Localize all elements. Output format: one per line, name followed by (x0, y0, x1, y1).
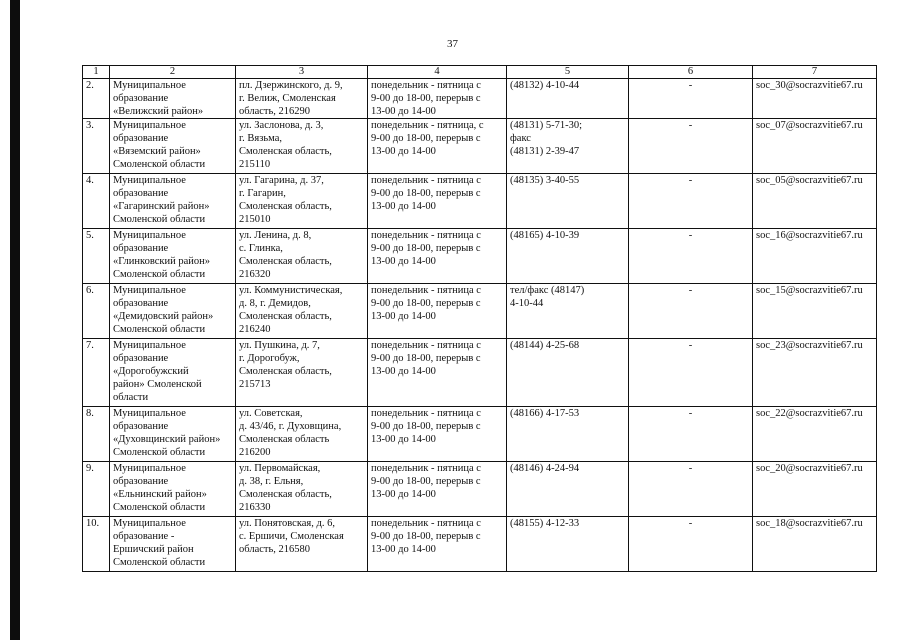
municipality-name-line: Смоленской области (113, 447, 206, 458)
row-number: 4. (83, 174, 110, 229)
table-row (83, 119, 877, 174)
phone (507, 517, 629, 572)
working-hours-line: понедельник - пятница с (371, 340, 481, 351)
table-row (83, 407, 877, 462)
table-header-row (83, 66, 877, 79)
page-number: 37 (447, 38, 458, 50)
working-hours-line: 9-00 до 18-00, перерыв с (371, 93, 481, 104)
working-hours-line: понедельник - пятница с (371, 230, 481, 241)
table-row (83, 79, 877, 119)
row-number: 2. (83, 79, 110, 119)
phone-line: (48166) 4-17-53 (510, 408, 580, 419)
phone-line: тел/факс (48147) (510, 285, 585, 296)
address-line: г. Вязьма, (239, 133, 282, 144)
table-row (83, 339, 877, 407)
working-hours-line: 13-00 до 14-00 (371, 434, 436, 445)
municipality-name (110, 79, 236, 119)
address-line: г. Гагарин, (239, 188, 286, 199)
column-header: 2 (110, 66, 236, 79)
municipality-name-line: Смоленской области (113, 502, 206, 513)
municipality-name-line: Смоленской области (113, 214, 206, 225)
working-hours (368, 284, 507, 339)
address-line: 215713 (239, 379, 271, 390)
phone (507, 79, 629, 119)
row-number: 10. (83, 517, 110, 572)
municipality-name-line: образование (113, 188, 169, 199)
municipality-name-line: «Велижский район» (113, 106, 204, 117)
address (236, 119, 368, 174)
address (236, 174, 368, 229)
address-line: 216240 (239, 324, 271, 335)
phone-line: (48131) 5-71-30; (510, 120, 583, 131)
working-hours-line: 13-00 до 14-00 (371, 366, 436, 377)
address-line: Смоленская область, (239, 311, 332, 322)
address-line: ул. Заслонова, д. 3, (239, 120, 324, 131)
municipality-name-line: «Духовщинский район» (113, 434, 221, 445)
phone-line: 4-10-44 (510, 298, 544, 309)
column-header: 3 (236, 66, 368, 79)
phone-line: (48135) 3-40-55 (510, 175, 580, 186)
address (236, 229, 368, 284)
municipality-name-line: Муниципальное (113, 80, 186, 91)
working-hours-line: 9-00 до 18-00, перерыв с (371, 298, 481, 309)
municipality-name-line: Муниципальное (113, 408, 186, 419)
address-line: 215110 (239, 159, 271, 170)
table-row (83, 284, 877, 339)
fax-placeholder: - (629, 79, 753, 119)
municipality-name-line: образование (113, 421, 169, 432)
municipality-name-line: Смоленской области (113, 269, 206, 280)
municipality-name (110, 407, 236, 462)
fax-placeholder: - (629, 517, 753, 572)
working-hours-line: понедельник - пятница с (371, 80, 481, 91)
municipality-name (110, 462, 236, 517)
municipality-name-line: Муниципальное (113, 230, 186, 241)
working-hours-line: понедельник - пятница, с (371, 120, 484, 131)
address-line: Смоленская область, (239, 146, 332, 157)
row-number: 3. (83, 119, 110, 174)
row-number: 5. (83, 229, 110, 284)
contacts-table (82, 65, 877, 572)
address (236, 517, 368, 572)
fax-placeholder: - (629, 407, 753, 462)
address-line: д. 8, г. Демидов, (239, 298, 311, 309)
municipality-name-line: образование (113, 243, 169, 254)
municipality-name-line: Муниципальное (113, 463, 186, 474)
phone (507, 174, 629, 229)
address-line: область, 216580 (239, 544, 311, 555)
address-line: Смоленская область (239, 434, 330, 445)
municipality-name (110, 229, 236, 284)
column-header: 6 (629, 66, 753, 79)
address-line: ул. Понятовская, д. 6, (239, 518, 335, 529)
working-hours-line: 9-00 до 18-00, перерыв с (371, 421, 481, 432)
email-address: soc_05@socrazvitie67.ru (753, 174, 877, 229)
table-row (83, 174, 877, 229)
working-hours-line: 13-00 до 14-00 (371, 544, 436, 555)
address-line: ул. Первомайская, (239, 463, 321, 474)
address-line: Смоленская область, (239, 366, 332, 377)
address (236, 339, 368, 407)
scan-edge (10, 0, 20, 640)
working-hours-line: 13-00 до 14-00 (371, 201, 436, 212)
column-header: 4 (368, 66, 507, 79)
phone-line: (48155) 4-12-33 (510, 518, 580, 529)
working-hours (368, 119, 507, 174)
email-address: soc_07@socrazvitie67.ru (753, 119, 877, 174)
phone-line: (48132) 4-10-44 (510, 80, 580, 91)
working-hours-line: 9-00 до 18-00, перерыв с (371, 476, 481, 487)
phone (507, 229, 629, 284)
working-hours-line: 13-00 до 14-00 (371, 106, 436, 117)
address-line: пл. Дзержинского, д. 9, (239, 80, 343, 91)
address-line: ул. Советская, (239, 408, 303, 419)
working-hours-line: понедельник - пятница с (371, 175, 481, 186)
working-hours-line: 13-00 до 14-00 (371, 489, 436, 500)
working-hours-line: 13-00 до 14-00 (371, 311, 436, 322)
municipality-name-line: район» Смоленской (113, 379, 202, 390)
address-line: 215010 (239, 214, 271, 225)
email-address: soc_15@socrazvitie67.ru (753, 284, 877, 339)
phone (507, 284, 629, 339)
email-address: soc_22@socrazvitie67.ru (753, 407, 877, 462)
email-address: soc_20@socrazvitie67.ru (753, 462, 877, 517)
municipality-name-line: Муниципальное (113, 175, 186, 186)
fax-placeholder: - (629, 229, 753, 284)
address-line: д. 43/46, г. Духовщина, (239, 421, 342, 432)
address-line: 216330 (239, 502, 271, 513)
column-header: 7 (753, 66, 877, 79)
municipality-name-line: образование (113, 476, 169, 487)
email-address: soc_30@socrazvitie67.ru (753, 79, 877, 119)
working-hours-line: понедельник - пятница с (371, 518, 481, 529)
phone-line: (48131) 2-39-47 (510, 146, 580, 157)
municipality-name-line: «Дорогобужский (113, 366, 189, 377)
address-line: область, 216290 (239, 106, 311, 117)
fax-placeholder: - (629, 174, 753, 229)
municipality-name-line: «Вяземский район» (113, 146, 201, 157)
municipality-name (110, 517, 236, 572)
municipality-name (110, 119, 236, 174)
working-hours (368, 79, 507, 119)
municipality-name (110, 174, 236, 229)
row-number: 7. (83, 339, 110, 407)
phone (507, 462, 629, 517)
fax-placeholder: - (629, 339, 753, 407)
municipality-name-line: «Ельнинский район» (113, 489, 207, 500)
working-hours (368, 462, 507, 517)
municipality-name-line: образование - (113, 531, 175, 542)
row-number: 8. (83, 407, 110, 462)
address-line: Смоленская область, (239, 489, 332, 500)
address-line: г. Дорогобуж, (239, 353, 300, 364)
email-address: soc_18@socrazvitie67.ru (753, 517, 877, 572)
email-address: soc_16@socrazvitie67.ru (753, 229, 877, 284)
working-hours-line: 9-00 до 18-00, перерыв с (371, 243, 481, 254)
fax-placeholder: - (629, 119, 753, 174)
table-row (83, 229, 877, 284)
phone-line: факс (510, 133, 531, 144)
municipality-name-line: Муниципальное (113, 340, 186, 351)
municipality-name-line: образование (113, 298, 169, 309)
table-row (83, 517, 877, 572)
email-address: soc_23@socrazvitie67.ru (753, 339, 877, 407)
municipality-name (110, 339, 236, 407)
fax-placeholder: - (629, 462, 753, 517)
municipality-name-line: Муниципальное (113, 518, 186, 529)
working-hours-line: понедельник - пятница с (371, 463, 481, 474)
municipality-name-line: Смоленской области (113, 159, 206, 170)
address-line: ул. Пушкина, д. 7, (239, 340, 320, 351)
phone (507, 407, 629, 462)
working-hours-line: 9-00 до 18-00, перерыв с (371, 353, 481, 364)
municipality-name-line: образование (113, 353, 169, 364)
working-hours (368, 339, 507, 407)
phone-line: (48144) 4-25-68 (510, 340, 580, 351)
working-hours (368, 229, 507, 284)
row-number: 6. (83, 284, 110, 339)
municipality-name-line: Муниципальное (113, 120, 186, 131)
municipality-name-line: «Демидовский район» (113, 311, 214, 322)
address (236, 284, 368, 339)
working-hours (368, 517, 507, 572)
municipality-name-line: Смоленской области (113, 324, 206, 335)
column-header: 1 (83, 66, 110, 79)
phone-line: (48165) 4-10-39 (510, 230, 580, 241)
municipality-name-line: «Гагаринский район» (113, 201, 210, 212)
address-line: ул. Ленина, д. 8, (239, 230, 312, 241)
municipality-name-line: Ершичский район (113, 544, 194, 555)
working-hours-line: понедельник - пятница с (371, 408, 481, 419)
address-line: с. Глинка, (239, 243, 283, 254)
address-line: Смоленская область, (239, 201, 332, 212)
address-line: ул. Гагарина, д. 37, (239, 175, 324, 186)
address-line: 216200 (239, 447, 271, 458)
address (236, 407, 368, 462)
municipality-name-line: образование (113, 93, 169, 104)
address-line: с. Ершичи, Смоленская (239, 531, 344, 542)
phone-line: (48146) 4-24-94 (510, 463, 580, 474)
working-hours-line: 9-00 до 18-00, перерыв с (371, 188, 481, 199)
address (236, 79, 368, 119)
fax-placeholder: - (629, 284, 753, 339)
municipality-name-line: образование (113, 133, 169, 144)
address-line: Смоленская область, (239, 256, 332, 267)
address-line: ул. Коммунистическая, (239, 285, 343, 296)
municipality-name-line: «Глинковский район» (113, 256, 210, 267)
address-line: г. Велиж, Смоленская (239, 93, 336, 104)
municipality-name (110, 284, 236, 339)
working-hours-line: 13-00 до 14-00 (371, 256, 436, 267)
row-number: 9. (83, 462, 110, 517)
working-hours (368, 407, 507, 462)
working-hours-line: понедельник - пятница с (371, 285, 481, 296)
municipality-name-line: Смоленской области (113, 557, 206, 568)
column-header: 5 (507, 66, 629, 79)
table-row (83, 462, 877, 517)
working-hours (368, 174, 507, 229)
phone (507, 339, 629, 407)
address-line: д. 38, г. Ельня, (239, 476, 304, 487)
address (236, 462, 368, 517)
municipality-name-line: области (113, 392, 149, 403)
address-line: 216320 (239, 269, 271, 280)
municipality-name-line: Муниципальное (113, 285, 186, 296)
phone (507, 119, 629, 174)
working-hours-line: 9-00 до 18-00, перерыв с (371, 531, 481, 542)
working-hours-line: 9-00 до 18-00, перерыв с (371, 133, 481, 144)
working-hours-line: 13-00 до 14-00 (371, 146, 436, 157)
